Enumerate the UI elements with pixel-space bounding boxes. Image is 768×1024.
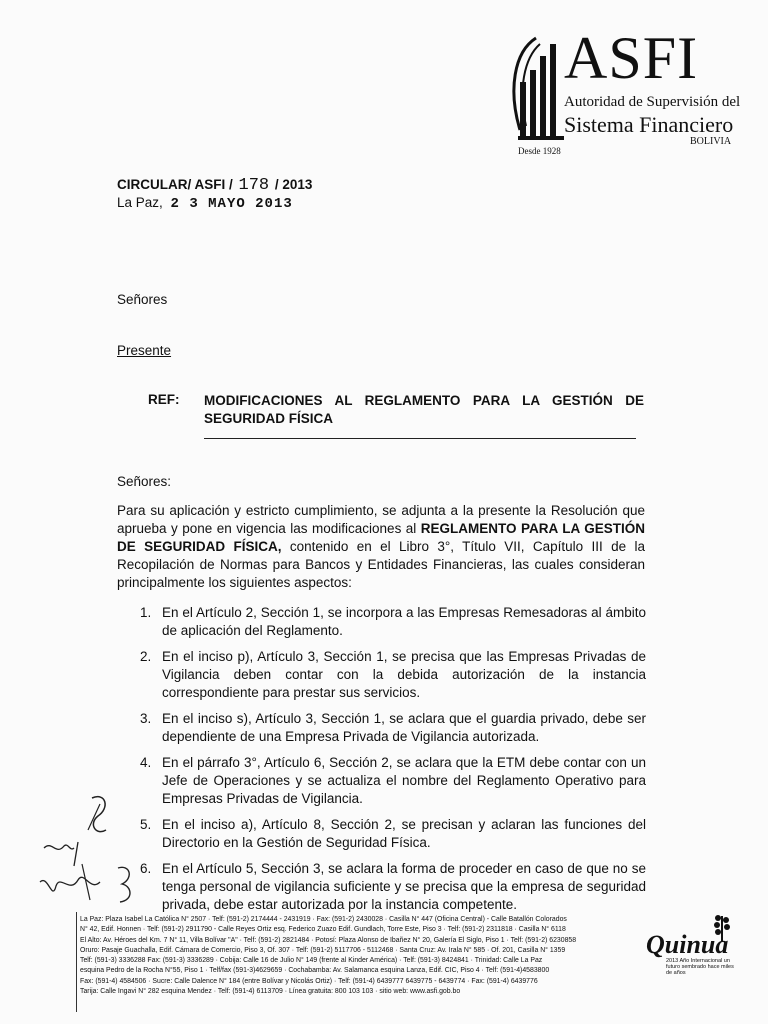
item-text: En el párrafo 3°, Artículo 6, Sección 2, se aclara que la ETM debe contar con un Jefe de Operaciones y se actualiza el nombre del Reglamento Operativo para Empresas Privadas de Vigilancia. <box>162 755 646 806</box>
list-item <box>132 648 646 702</box>
circular-prefix: CIRCULAR/ ASFI / <box>117 177 233 192</box>
item-text: En el inciso s), Artículo 3, Sección 1, se aclara que el guardia privado, debe ser dependiente de una Empresa Privada de Vigilancia autorizada. <box>162 711 646 744</box>
item-number: 5. <box>140 817 152 832</box>
asfi-name-line1: Autoridad de Supervisión del <box>564 94 741 110</box>
footer-rule <box>76 912 78 1012</box>
list-item <box>132 860 646 914</box>
intro-paragraph <box>117 502 645 592</box>
footer-line: El Alto: Av. Héroes del Km. 7 N° 11, Villa Bolívar "A" · Telf: (591-2) 2821484 · Potosí: Plaza Alonso de Ibañez N° 20, Galería El Siglo, Piso 1 · Telf: (591-2) 6230858 <box>80 936 577 944</box>
footer-line: N° 42, Edif. Honnen · Telf: (591-2) 2911790 - Calle Reyes Ortiz esq. Federico Zuazo Edif. Gundlach, Torre Este, Piso 3 · Telf: (591-2) 2311818 · Casilla N° 6118 <box>80 926 566 934</box>
asfi-name-line2: Sistema Financiero <box>564 112 734 137</box>
ref-label: REF: <box>148 392 180 407</box>
circular-number: 178 <box>238 176 270 195</box>
salutation-2: Señores: <box>117 474 172 489</box>
footer-line: esquina Pedro de la Rocha N°55, Piso 1 · Telf/fax (591-3)4629659 · Cochabamba: Av. Salamanca esquina Lanza, Edif. CIC, Piso 4 · Telf: (591-4)4583800 <box>80 967 550 975</box>
list-item <box>132 816 646 852</box>
intro-part2: contenido en el Libro 3°, Título VII, Capítulo III de la Recopilación de Normas para Bancos y Entidades Financieras, las cuales consideran principalmente los siguientes aspectos: <box>117 539 646 590</box>
list-item <box>132 754 646 808</box>
salutation: Señores <box>117 292 168 307</box>
item-text: En el inciso p), Artículo 3, Sección 1, se precisa que las Empresas Privadas de Vigilancia deben contar con la debida autorización de la instancia correspondiente para prestar sus servicios. <box>162 649 646 700</box>
ref-underline <box>204 438 636 439</box>
asfi-country: BOLIVIA <box>690 136 732 147</box>
aspects-list <box>132 604 646 922</box>
footer-line: Tarija: Calle Ingavi N° 282 esquina Mendez · Telf: (591-4) 6113709 · Línea gratuita: 800 103 103 · sitio web: www.asfi.gob.bo <box>80 988 461 996</box>
item-text: En el inciso a), Artículo 8, Sección 2, se precisan y aclaran las funciones del Directorio en la Gestión de Seguridad Física. <box>162 817 646 850</box>
list-item <box>132 604 646 640</box>
footer-line: La Paz: Plaza Isabel La Católica N° 2507 · Telf: (591-2) 2174444 - 2431919 · Fax: (591-2) 2430028 · Casilla N° 447 (Oficina Central) - Calle Batallón Colorados <box>80 916 567 923</box>
asfi-logo <box>506 25 746 160</box>
place-date <box>117 195 293 212</box>
footer-line: Telf: (591-3) 3336288 Fax: (591-3) 3336289 · Cobija: Calle 16 de Julio N° 149 (frente al Kinder América) · Telf: (591-3) 8424841 · Trinidad: Calle La Paz <box>80 957 543 965</box>
intro-bold: REGLAMENTO PARA LA GESTIÓN DE SEGURIDAD FÍSICA, <box>117 521 645 554</box>
circular-suffix: / 2013 <box>274 177 313 192</box>
item-number: 2. <box>140 649 152 664</box>
handwritten-annotation-icon <box>30 790 150 920</box>
list-item <box>132 710 646 746</box>
quinua-tagline: 2013 Año Internacional un futuro sembrado hace miles de años <box>666 958 734 976</box>
intro-part1: Para su aplicación y estricto cumplimiento, se adjunta a la presente la Resolución que aprueba y pone en vigencia las modificaciones al <box>117 503 645 536</box>
item-number: 4. <box>140 755 152 770</box>
footer-contacts <box>80 915 645 997</box>
item-text: En el Artículo 5, Sección 3, se aclara la forma de proceder en caso de que no se tenga personal de vigilancia suficiente y se precisa que la empresa de seguridad privada, debe estar autorizada por la instancia competente. <box>162 861 646 912</box>
item-number: 1. <box>140 605 152 620</box>
item-number: 6. <box>140 861 152 876</box>
footer-line: Fax: (591-4) 4584506 · Sucre: Calle Dalence N° 184 (entre Bolívar y Nicolás Ortiz) · Telf: (591-4) 6439777 6439775 - 6439774 · Fax: (591-4) 6439776 <box>80 977 538 985</box>
date-stamp: 2 3 MAYO 2013 <box>170 196 293 212</box>
item-text: En el Artículo 2, Sección 1, se incorpora a las Empresas Remesadoras al ámbito de aplicación del Reglamento. <box>162 605 646 638</box>
quinua-wordmark: Quinua <box>646 930 729 959</box>
ref-subject: MODIFICACIONES AL REGLAMENTO PARA LA GESTIÓN DE SEGURIDAD FÍSICA <box>204 393 644 426</box>
place: La Paz, <box>117 195 163 210</box>
asfi-wordmark: ASFI <box>564 25 699 91</box>
presente: Presente <box>117 343 172 358</box>
item-number: 3. <box>140 711 152 726</box>
circular-reference <box>117 176 312 195</box>
asfi-since: Desde 1928 <box>518 146 561 156</box>
quinua-logo <box>646 912 746 987</box>
footer-line: Oruro: Pasaje Guachalla, Edif. Cámara de Comercio, Piso 3, Of. 307 · Telf: (591-2) 5117706 - 5112468 · Santa Cruz: Av. Irala N° 585 · Of. 201, Casilla N° 1359 <box>80 946 566 954</box>
